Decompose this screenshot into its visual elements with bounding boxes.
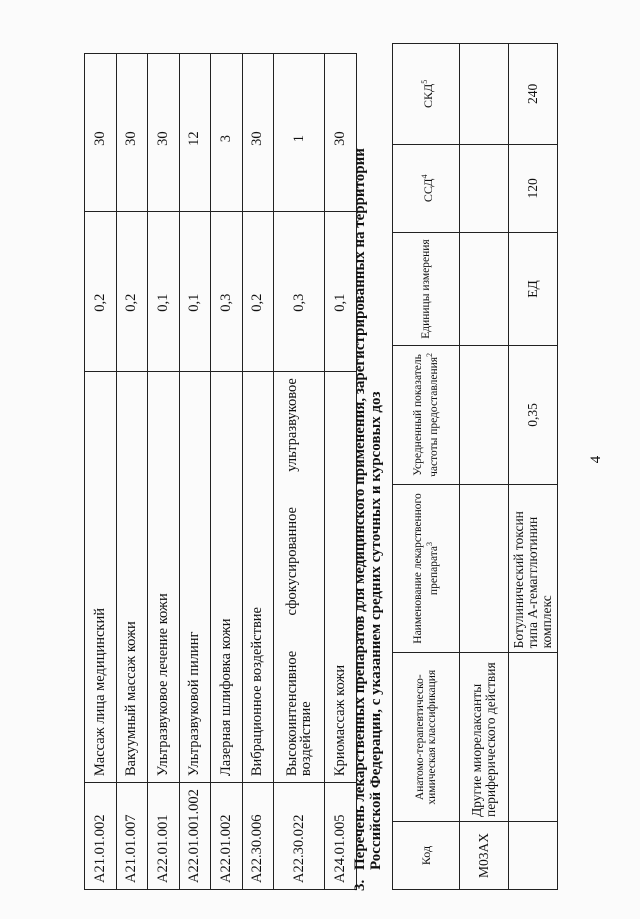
group-code: M03AX (460, 822, 509, 890)
service-frequency: 0,1 (325, 212, 357, 372)
header-skd: СКД$^5$ (393, 44, 460, 145)
header-drug-name: Наименование лекарственного препарата$^3$ (393, 484, 460, 653)
drug-table (392, 43, 558, 890)
drug-ssd: 120 (509, 144, 558, 232)
service-name-word: Высокоинтенсивное (284, 650, 300, 777)
section-number: 3. (352, 879, 368, 891)
table-row (460, 44, 509, 890)
service-count: 3 (211, 54, 243, 212)
service-count: 30 (242, 54, 274, 212)
service-name: Ультразвуковой пилинг (179, 372, 211, 783)
service-name-line1 (285, 378, 299, 776)
section-heading (352, 50, 384, 891)
service-code: A21.01.002 (85, 783, 117, 890)
service-code: A22.30.022 (274, 783, 325, 890)
service-count: 30 (116, 54, 148, 212)
service-name: Вакуумный массаж кожи (116, 372, 148, 783)
service-name-line2: воздействие (298, 701, 314, 777)
drug-frequency: 0,35 (509, 346, 558, 484)
service-count: 1 (274, 54, 325, 212)
table-row (274, 54, 325, 890)
table-row (242, 54, 274, 890)
service-code: A22.01.001.002 (179, 783, 211, 890)
drug-name: Ботулинический токсин типа А-гемагглютинин комплекс (509, 484, 558, 653)
service-code: A22.01.002 (211, 783, 243, 890)
service-name: Лазерная шлифовка кожи (211, 372, 243, 783)
service-count: 30 (148, 54, 180, 212)
table-row (148, 54, 180, 890)
header-ssd: ССД$^4$ (393, 144, 460, 232)
service-count: 12 (179, 54, 211, 212)
header-atc: Анатомо-терапевтическо-химическая классификация (393, 653, 460, 822)
service-count: 30 (85, 54, 117, 212)
service-frequency: 0,3 (211, 212, 243, 372)
table-row (211, 54, 243, 890)
service-code: A21.01.007 (116, 783, 148, 890)
table-row (116, 54, 148, 890)
section-title-line2: Российской Федерации, с указанием средних суточных и курсовых доз (368, 391, 384, 870)
service-frequency: 0,2 (116, 212, 148, 372)
service-frequency: 0,2 (85, 212, 117, 372)
service-name: Массаж лица медицинский (85, 372, 117, 783)
header-frequency: Усредненный показатель частоты предоставления$^2$ (393, 346, 460, 484)
header-code: Код (393, 822, 460, 890)
service-name-word: ультразвуковое (284, 378, 300, 472)
table-row (179, 54, 211, 890)
service-name: Вибрационное воздействие (242, 372, 274, 783)
service-count: 30 (325, 54, 357, 212)
services-table (84, 53, 357, 890)
service-frequency: 0,1 (179, 212, 211, 372)
table-header-row (393, 44, 460, 890)
header-unit: Единицы измерения (393, 232, 460, 345)
service-frequency: 0,1 (148, 212, 180, 372)
service-code: A24.01.005 (325, 783, 357, 890)
service-frequency: 0,3 (274, 212, 325, 372)
service-code: A22.01.001 (148, 783, 180, 890)
service-name-word: сфокусированное (284, 507, 300, 616)
service-code: A22.30.006 (242, 783, 274, 890)
table-row (85, 54, 117, 890)
drug-skd: 240 (509, 44, 558, 145)
service-frequency: 0,2 (242, 212, 274, 372)
section-title-line1: Перечень лекарственных препаратов для медицинского применения, зарегистрированных на территории (352, 148, 368, 870)
service-name: Ультразвуковое лечение кожи (148, 372, 180, 783)
drug-unit: ЕД (509, 232, 558, 345)
table-row (509, 44, 558, 890)
service-name (274, 372, 325, 783)
service-name: Криомассаж кожи (325, 372, 357, 783)
group-atc: Другие миорелаксанты периферического действия (460, 653, 509, 822)
page-number: 4 (588, 455, 604, 464)
